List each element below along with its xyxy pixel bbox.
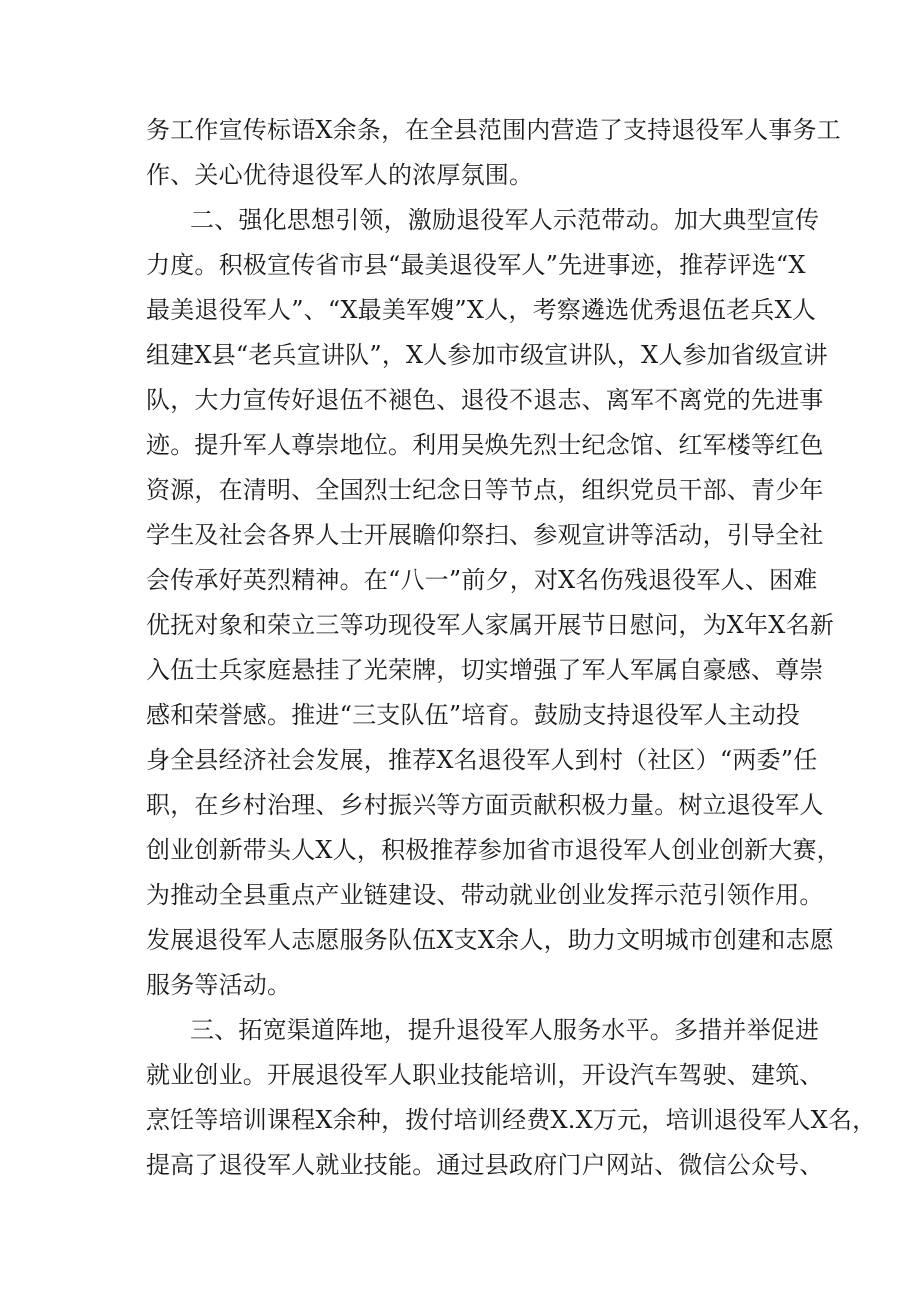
text-line: 队，大力宣传好退伍不褪色、退役不退志、离军不离党的先进事 bbox=[146, 386, 824, 414]
text-line: 学生及社会各界人士开展瞻仰祭扫、参观宣讲等活动，引导全社 bbox=[146, 521, 824, 549]
text-line: 迹。提升军人尊崇地位。利用吴焕先烈士纪念馆、红军楼等红色 bbox=[146, 431, 824, 459]
text-line: 感和荣誉感。推进“三支队伍”培育。鼓励支持退役军人主动投 bbox=[146, 701, 801, 729]
text-line: 作、关心优待退役军人的浓厚氛围。 bbox=[146, 161, 534, 189]
text-line: 创业创新带头人X人，积极推荐参加省市退役军人创业创新大赛， bbox=[146, 836, 841, 864]
text-line: 组建X县“老兵宣讲队”，X人参加市级宣讲队，X人参加省级宣讲 bbox=[146, 341, 828, 369]
text-line: 务工作宣传标语X余条，在全县范围内营造了支持退役军人事务工 bbox=[146, 116, 841, 144]
text-line: 资源，在清明、全国烈士纪念日等节点，组织党员干部、青少年 bbox=[146, 476, 824, 504]
section-heading-line: 二、强化思想引领，激励退役军人示范带动。加大典型宣传 bbox=[190, 206, 820, 234]
text-line: 会传承好英烈精神。在“八一”前夕，对X名伤残退役军人、困难 bbox=[146, 566, 818, 594]
text-line: 力度。积极宣传省市县“最美退役军人”先进事迹，推荐评选“X bbox=[146, 251, 806, 279]
text-line: 发展退役军人志愿服务队伍X支X余人，助力文明城市创建和志愿 bbox=[146, 926, 834, 954]
text-line: 烹饪等培训课程X余种，拨付培训经费X.X万元，培训退役军人X名， bbox=[146, 1106, 877, 1134]
text-line: 就业创业。开展退役军人职业技能培训，开设汽车驾驶、建筑、 bbox=[146, 1061, 824, 1089]
text-line: 入伍士兵家庭悬挂了光荣牌，切实增强了军人军属自豪感、尊崇 bbox=[146, 656, 824, 684]
text-line: 服务等活动。 bbox=[146, 971, 292, 999]
text-line: 最美退役军人”、“X最美军嫂”X人，考察遴选优秀退伍老兵X人 bbox=[146, 296, 817, 324]
text-line: 优抚对象和荣立三等功现役军人家属开展节日慰问，为X年X名新 bbox=[146, 611, 834, 639]
text-line: 身全县经济社会发展，推荐X名退役军人到村（社区）“两委”任 bbox=[146, 746, 818, 774]
text-line: 提高了退役军人就业技能。通过县政府门户网站、微信公众号、 bbox=[146, 1151, 824, 1179]
text-line: 为推动全县重点产业链建设、带动就业创业发挥示范引领作用。 bbox=[146, 881, 824, 909]
section-heading-line: 三、拓宽渠道阵地，提升退役军人服务水平。多措并举促进 bbox=[190, 1016, 820, 1044]
text-line: 职，在乡村治理、乡村振兴等方面贡献积极力量。树立退役军人 bbox=[146, 791, 824, 819]
